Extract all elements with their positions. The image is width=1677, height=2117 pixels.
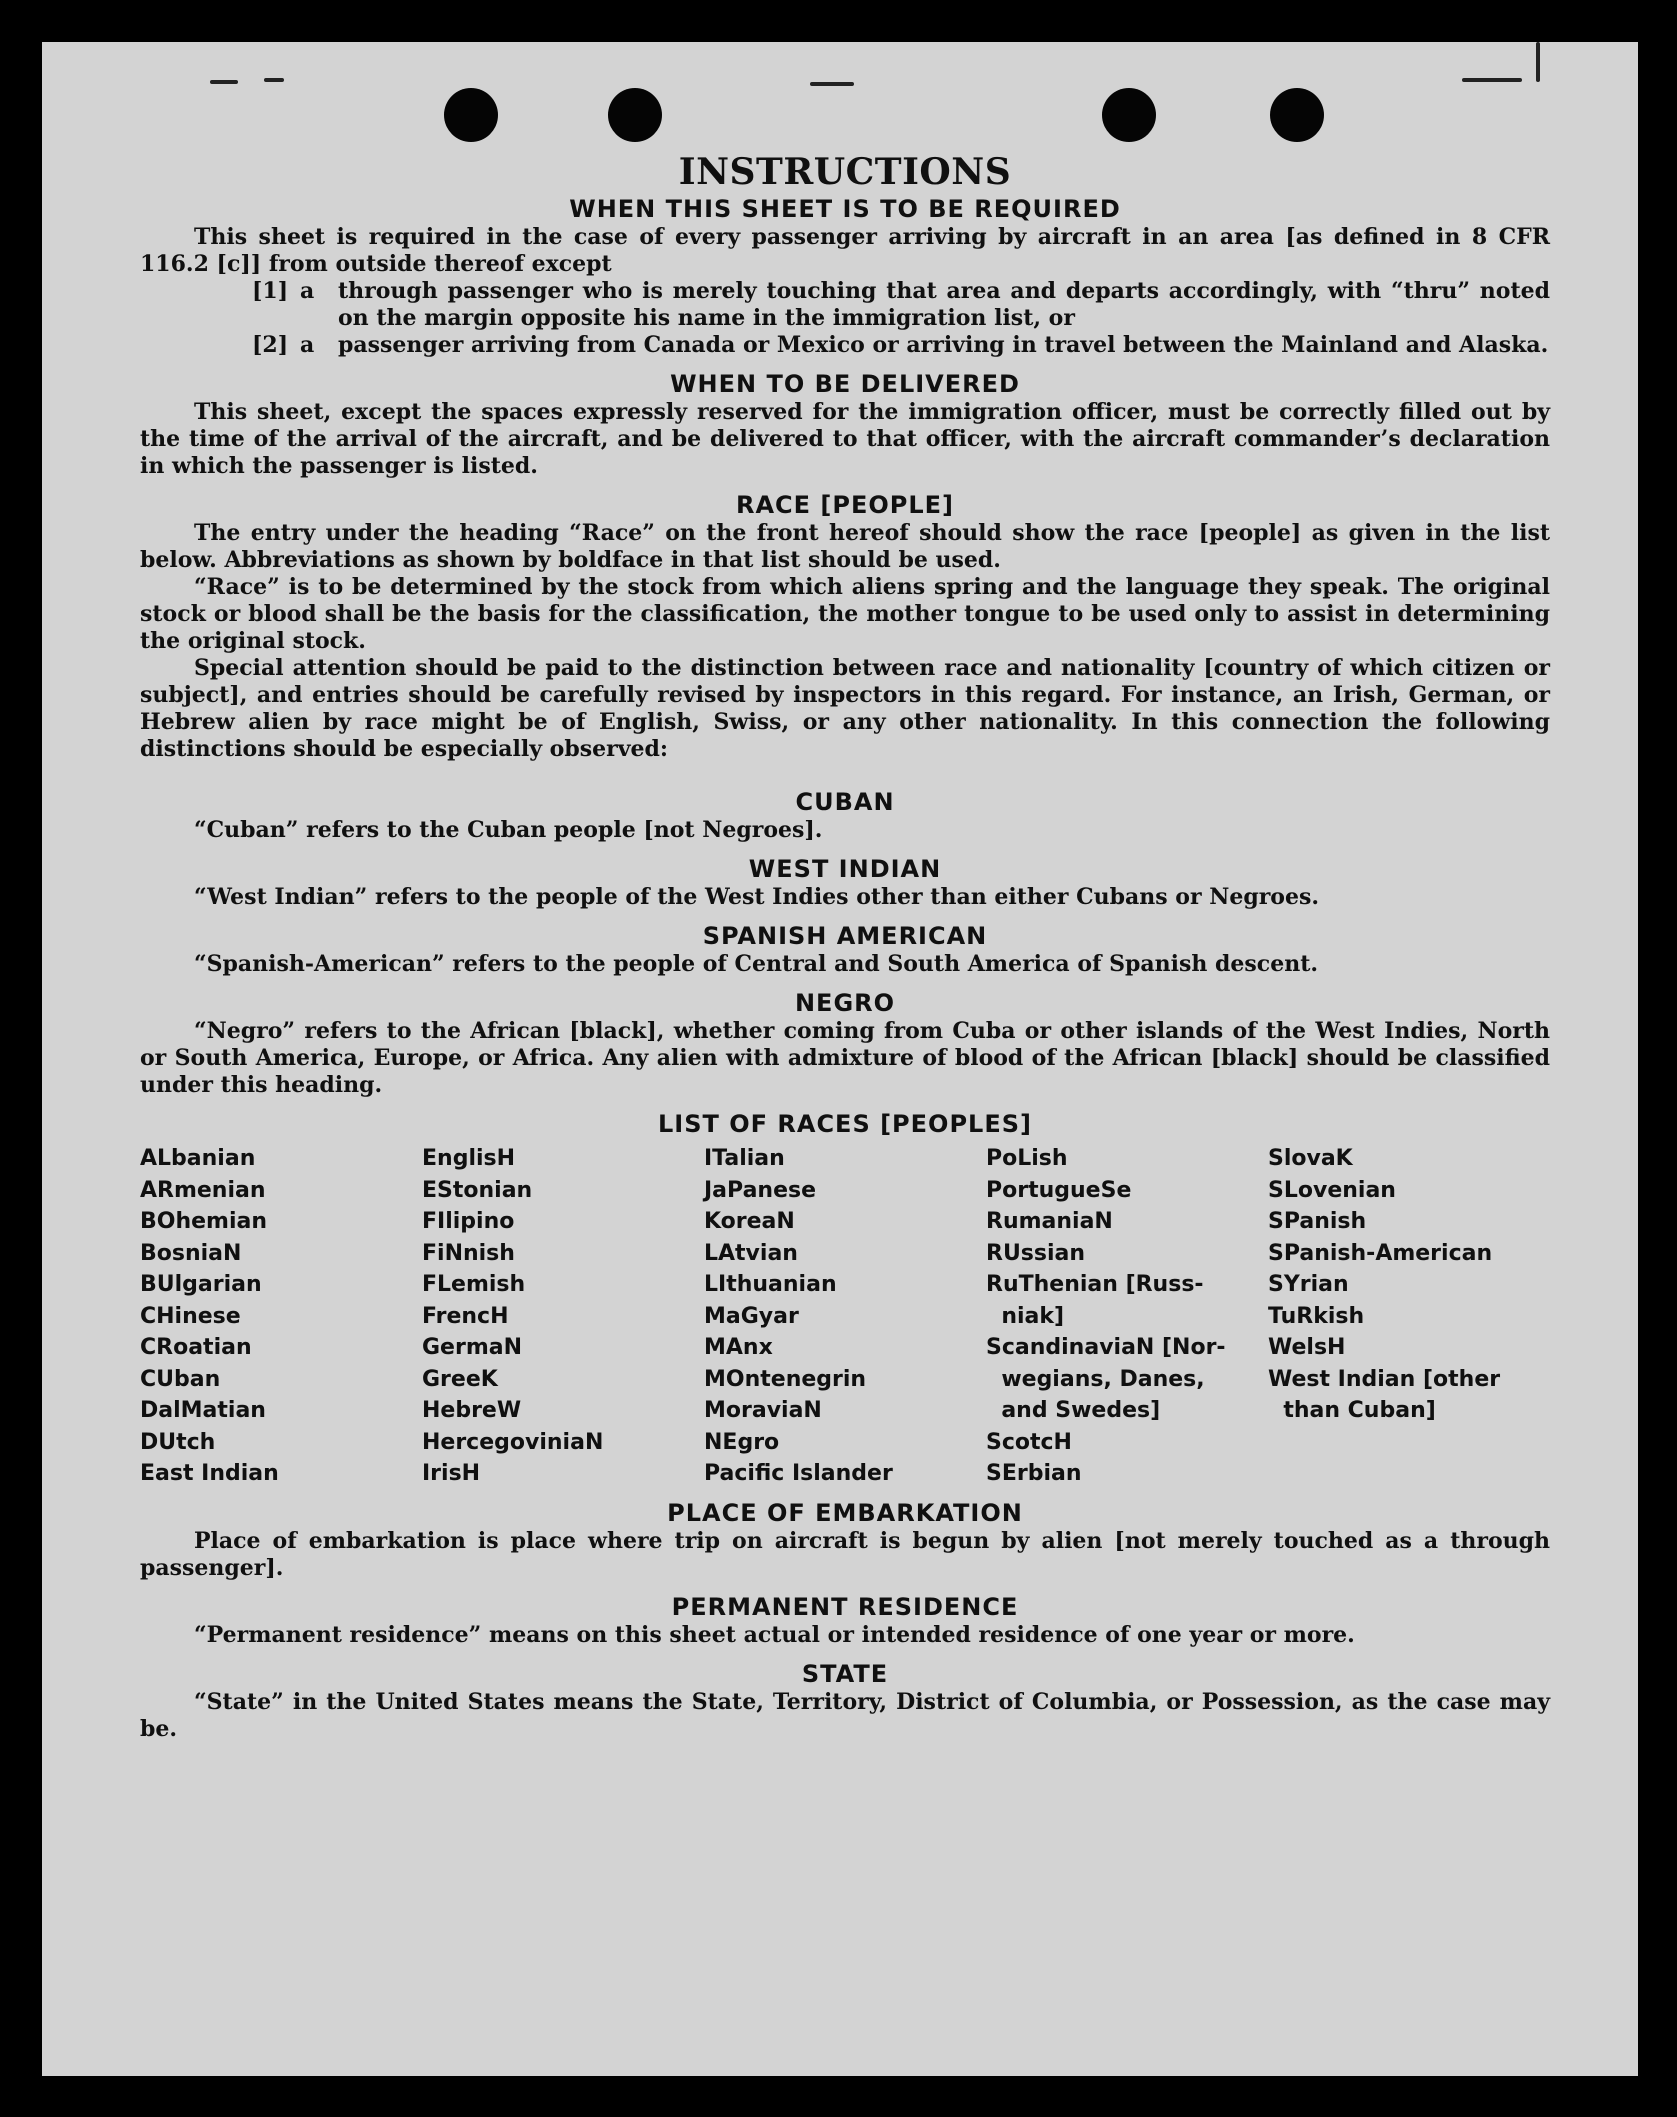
race-entry: East Indian <box>140 1461 279 1486</box>
page-title: INSTRUCTIONS <box>678 151 1012 193</box>
race-entry: CRoatian <box>140 1335 252 1360</box>
race-entry: SlovaK <box>1268 1146 1353 1171</box>
race-entry: TuRkish <box>1268 1303 1365 1329</box>
race-entry: ITalian <box>704 1146 785 1171</box>
race-entry: SYrian <box>1268 1272 1349 1297</box>
section-heading-race: RACE [PEOPLE] <box>735 491 955 519</box>
race-entry: ARmenian <box>140 1177 266 1203</box>
paragraph-embarkation: Place of embarkation is place where trip on aircraft is begun by alien [not merely touched as a through passenger]. <box>140 1527 1550 1581</box>
race-entry: RUssian <box>986 1240 1086 1266</box>
scan-mark <box>264 78 284 82</box>
race-entry: ScotcH <box>986 1429 1072 1455</box>
race-entry: wegians, Danes, <box>986 1366 1205 1392</box>
race-column <box>140 1143 422 1490</box>
paragraph-when-required: This sheet is required in the case of every passenger arriving by aircraft in an area [as defined in 8 CFR 116.2 [c]] from outside thereof except <box>140 224 1550 277</box>
race-entry: HebreW <box>422 1398 522 1423</box>
paragraph-west-indian: “West Indian” refers to the people of the West Indies other than either Cubans or Negroes. <box>194 884 1320 910</box>
race-entry: WelsH <box>1268 1335 1346 1360</box>
scan-mark <box>810 82 854 86</box>
race-entry: BUlgarian <box>140 1272 262 1297</box>
race-column <box>986 1143 1268 1490</box>
race-entry: SPanish-American <box>1268 1240 1493 1266</box>
paragraph-race-3: Special attention should be paid to the distinction between race and nationality [country of which citizen or subject], and entries should be carefully revised by inspectors in this regard. For instance, an Irish, German, or Hebrew alien by race might be of English, Swiss, or any other nationality. In this connection the following distinctions should be especially observed: <box>140 655 1550 762</box>
race-entry: and Swedes] <box>986 1398 1161 1423</box>
paragraph-race-1: The entry under the heading “Race” on the front hereof should show the race [people] as given in the list below. Abbreviations as shown by boldface in that list should be used. <box>140 520 1550 573</box>
exception-article: a <box>300 332 315 358</box>
paragraph-permanent-residence: “Permanent residence” means on this sheet actual or intended residence of one year or more. <box>194 1621 1355 1648</box>
section-heading-permanent-residence: PERMANENT RESIDENCE <box>671 1592 1019 1621</box>
exception-number: [1] <box>252 278 289 304</box>
section-heading-spanish-american: SPANISH AMERICAN <box>702 922 988 950</box>
race-entry: GermaN <box>422 1335 523 1360</box>
race-column <box>1268 1143 1550 1490</box>
race-entry: DUtch <box>140 1429 216 1455</box>
race-entry: Pacific Islander <box>704 1461 893 1486</box>
section-heading-state: STATE <box>801 1659 889 1688</box>
race-entry: MaGyar <box>704 1303 799 1329</box>
race-entry: LIthuanian <box>704 1272 837 1297</box>
punch-hole <box>1102 88 1156 142</box>
scan-mark <box>1536 42 1540 82</box>
punch-hole <box>608 88 662 142</box>
section-heading-embarkation: PLACE OF EMBARKATION <box>667 1498 1023 1527</box>
race-entry: JaPanese <box>704 1177 817 1203</box>
race-entry: SLovenian <box>1268 1177 1396 1203</box>
section-heading-cuban: CUBAN <box>795 788 895 816</box>
race-entry: FiNnish <box>422 1240 515 1266</box>
section-heading-when-delivered: WHEN TO BE DELIVERED <box>670 370 1020 398</box>
race-entry: KoreaN <box>704 1209 795 1234</box>
race-entry: MoraviaN <box>704 1398 822 1423</box>
race-entry: BosniaN <box>140 1240 242 1266</box>
race-entry: RumaniaN <box>986 1209 1113 1234</box>
race-entry: CHinese <box>140 1303 241 1329</box>
race-entry: LAtvian <box>704 1240 798 1266</box>
exception-item <box>140 278 1550 332</box>
race-entry: BOhemian <box>140 1209 268 1234</box>
race-entry: ALbanian <box>140 1146 256 1171</box>
race-entry: ScandinaviaN [Nor- <box>986 1335 1226 1360</box>
paragraph-cuban: “Cuban” refers to the Cuban people [not Negroes]. <box>194 817 823 843</box>
race-entry: niak] <box>986 1303 1065 1329</box>
scan-mark <box>210 80 238 84</box>
race-entry: West Indian [other <box>1268 1366 1501 1392</box>
paragraph-spanish-american: “Spanish-American” refers to the people of Central and South America of Spanish descent. <box>194 951 1319 977</box>
race-entry: PortugueSe <box>986 1177 1132 1203</box>
race-entry: HercegoviniaN <box>422 1429 604 1455</box>
race-entry: RuThenian [Russ- <box>986 1272 1204 1297</box>
paragraph-race-2: “Race” is to be determined by the stock from which aliens spring and the language they speak. The original stock or blood shall be the basis for the classification, the mother tongue to be used only to assist in determining the original stock. <box>140 574 1550 654</box>
exception-text: through passenger who is merely touching that area and departs accordingly, with “thru” noted on the margin opposite his name in the immigration list, or <box>338 278 1550 331</box>
race-entry: FIlipino <box>422 1209 515 1234</box>
race-entry: FLemish <box>422 1272 526 1297</box>
section-heading-list-of-races: LIST OF RACES [PEOPLES] <box>658 1110 1032 1138</box>
paragraph-negro: “Negro” refers to the African [black], whether coming from Cuba or other islands of the West Indies, North or South America, Europe, or Africa. Any alien with admixture of blood of the African [black] should be classified under this heading. <box>140 1018 1550 1098</box>
exception-number: [2] <box>252 332 289 358</box>
exception-text: passenger arriving from Canada or Mexico or arriving in travel between the Mainland and Alaska. <box>338 332 1549 358</box>
race-entry: EnglisH <box>422 1146 516 1171</box>
race-entry: NEgro <box>704 1429 780 1455</box>
race-entry: MOntenegrin <box>704 1366 867 1392</box>
punch-hole <box>444 88 498 142</box>
race-column <box>704 1143 986 1490</box>
race-entry: than Cuban] <box>1268 1398 1436 1423</box>
section-heading-when-required: WHEN THIS SHEET IS TO BE REQUIRED <box>569 195 1121 223</box>
document-sheet <box>42 42 1638 2076</box>
paragraph-when-delivered: This sheet, except the spaces expressly reserved for the immigration officer, must be correctly filled out by the time of the arrival of the aircraft, and be delivered to that officer, with the aircraft commander’s declaration in which the passenger is listed. <box>140 399 1550 479</box>
race-entry: GreeK <box>422 1366 498 1392</box>
race-entry: MAnx <box>704 1335 773 1360</box>
race-entry: PoLish <box>986 1146 1068 1171</box>
document-content <box>140 150 1550 1743</box>
section-heading-negro: NEGRO <box>794 989 896 1017</box>
section-heading-west-indian: WEST INDIAN <box>748 855 942 883</box>
exception-article: a <box>300 278 315 304</box>
race-entry: DalMatian <box>140 1398 266 1423</box>
race-column <box>422 1143 704 1490</box>
scan-mark <box>1462 78 1522 82</box>
race-entry: SPanish <box>1268 1209 1367 1234</box>
race-entry: EStonian <box>422 1177 533 1203</box>
race-list <box>140 1143 1550 1490</box>
race-entry: CUban <box>140 1366 221 1392</box>
paragraph-state: “State” in the United States means the State, Territory, District of Columbia, or Possession, as the case may be. <box>140 1688 1550 1742</box>
race-entry: IrisH <box>422 1461 481 1486</box>
race-entry: FrencH <box>422 1303 509 1329</box>
race-entry: SErbian <box>986 1461 1082 1486</box>
exception-item <box>140 332 1550 359</box>
punch-hole <box>1270 88 1324 142</box>
